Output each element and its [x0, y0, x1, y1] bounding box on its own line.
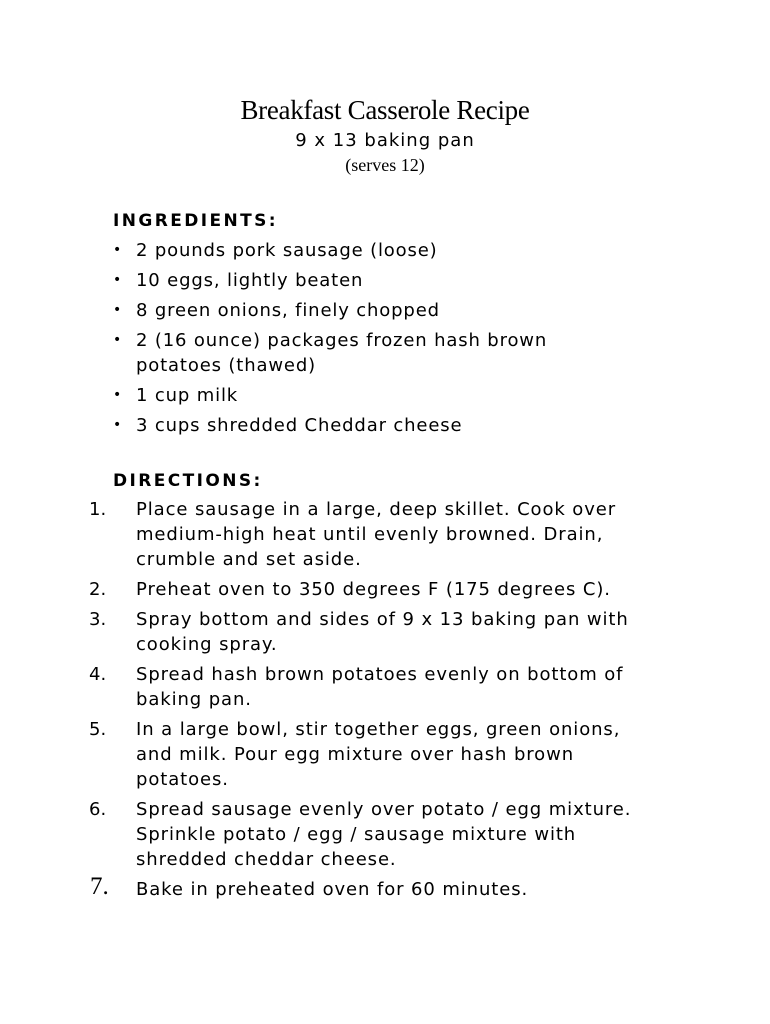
ingredients-list: [0, 238, 770, 443]
step-text: Spread hash brown potatoes evenly on bottom of baking pan.: [136, 664, 624, 710]
ingredient-text: 3 cups shredded Cheddar cheese: [136, 415, 463, 436]
ingredient-item: [0, 238, 606, 263]
direction-step: [0, 717, 656, 792]
page-title: Breakfast Casserole Recipe: [240, 95, 530, 125]
step-text: Preheat oven to 350 degrees F (175 degrees C).: [136, 579, 611, 600]
step-text: Spray bottom and sides of 9 x 13 baking pan with cooking spray.: [136, 609, 629, 655]
directions-list: [0, 497, 770, 907]
ingredient-text: 10 eggs, lightly beaten: [136, 270, 364, 291]
ingredient-item: [0, 298, 606, 323]
ingredient-item: [0, 383, 606, 408]
bullet-icon: •: [113, 417, 123, 433]
direction-step: [0, 662, 656, 712]
ingredient-text: 2 pounds pork sausage (loose): [136, 240, 438, 261]
direction-step: [0, 577, 656, 602]
step-number: 5.: [89, 719, 107, 740]
step-text: Spread sausage evenly over potato / egg mixture. Sprinkle potato / egg / sausage mixture with shredded cheddar cheese.: [136, 799, 632, 870]
bullet-icon: •: [113, 387, 123, 403]
direction-step: [0, 497, 656, 572]
step-number: 6.: [89, 799, 107, 820]
direction-step: [0, 607, 656, 657]
step-number: 7.: [90, 873, 109, 900]
step-number: 4.: [89, 664, 107, 685]
direction-step: [0, 873, 656, 902]
pan-size-subtitle: 9 x 13 baking pan: [295, 130, 475, 151]
ingredient-item: [0, 413, 606, 438]
step-text: Bake in preheated oven for 60 minutes.: [136, 879, 529, 900]
step-text: In a large bowl, stir together eggs, green onions, and milk. Pour egg mixture over hash brown potatoes.: [136, 719, 621, 790]
step-number: 1.: [89, 499, 107, 520]
ingredient-item: [0, 268, 606, 293]
bullet-icon: •: [113, 242, 123, 258]
bullet-icon: •: [113, 272, 123, 288]
serves-note: (serves 12): [345, 155, 425, 175]
step-text: Place sausage in a large, deep skillet. Cook over medium-high heat until evenly browned. Drain, crumble and set aside.: [136, 499, 617, 570]
step-number: 3.: [89, 609, 107, 630]
bullet-icon: •: [113, 332, 123, 348]
ingredient-text: 8 green onions, finely chopped: [136, 300, 440, 321]
ingredient-text: 1 cup milk: [136, 385, 239, 406]
step-number: 2.: [89, 579, 107, 600]
bullet-icon: •: [113, 302, 123, 318]
directions-heading: DIRECTIONS:: [113, 471, 263, 491]
ingredients-heading: INGREDIENTS:: [113, 211, 278, 231]
ingredient-text: 2 (16 ounce) packages frozen hash brown potatoes (thawed): [136, 330, 548, 376]
direction-step: [0, 797, 656, 872]
ingredient-item: [0, 328, 606, 378]
